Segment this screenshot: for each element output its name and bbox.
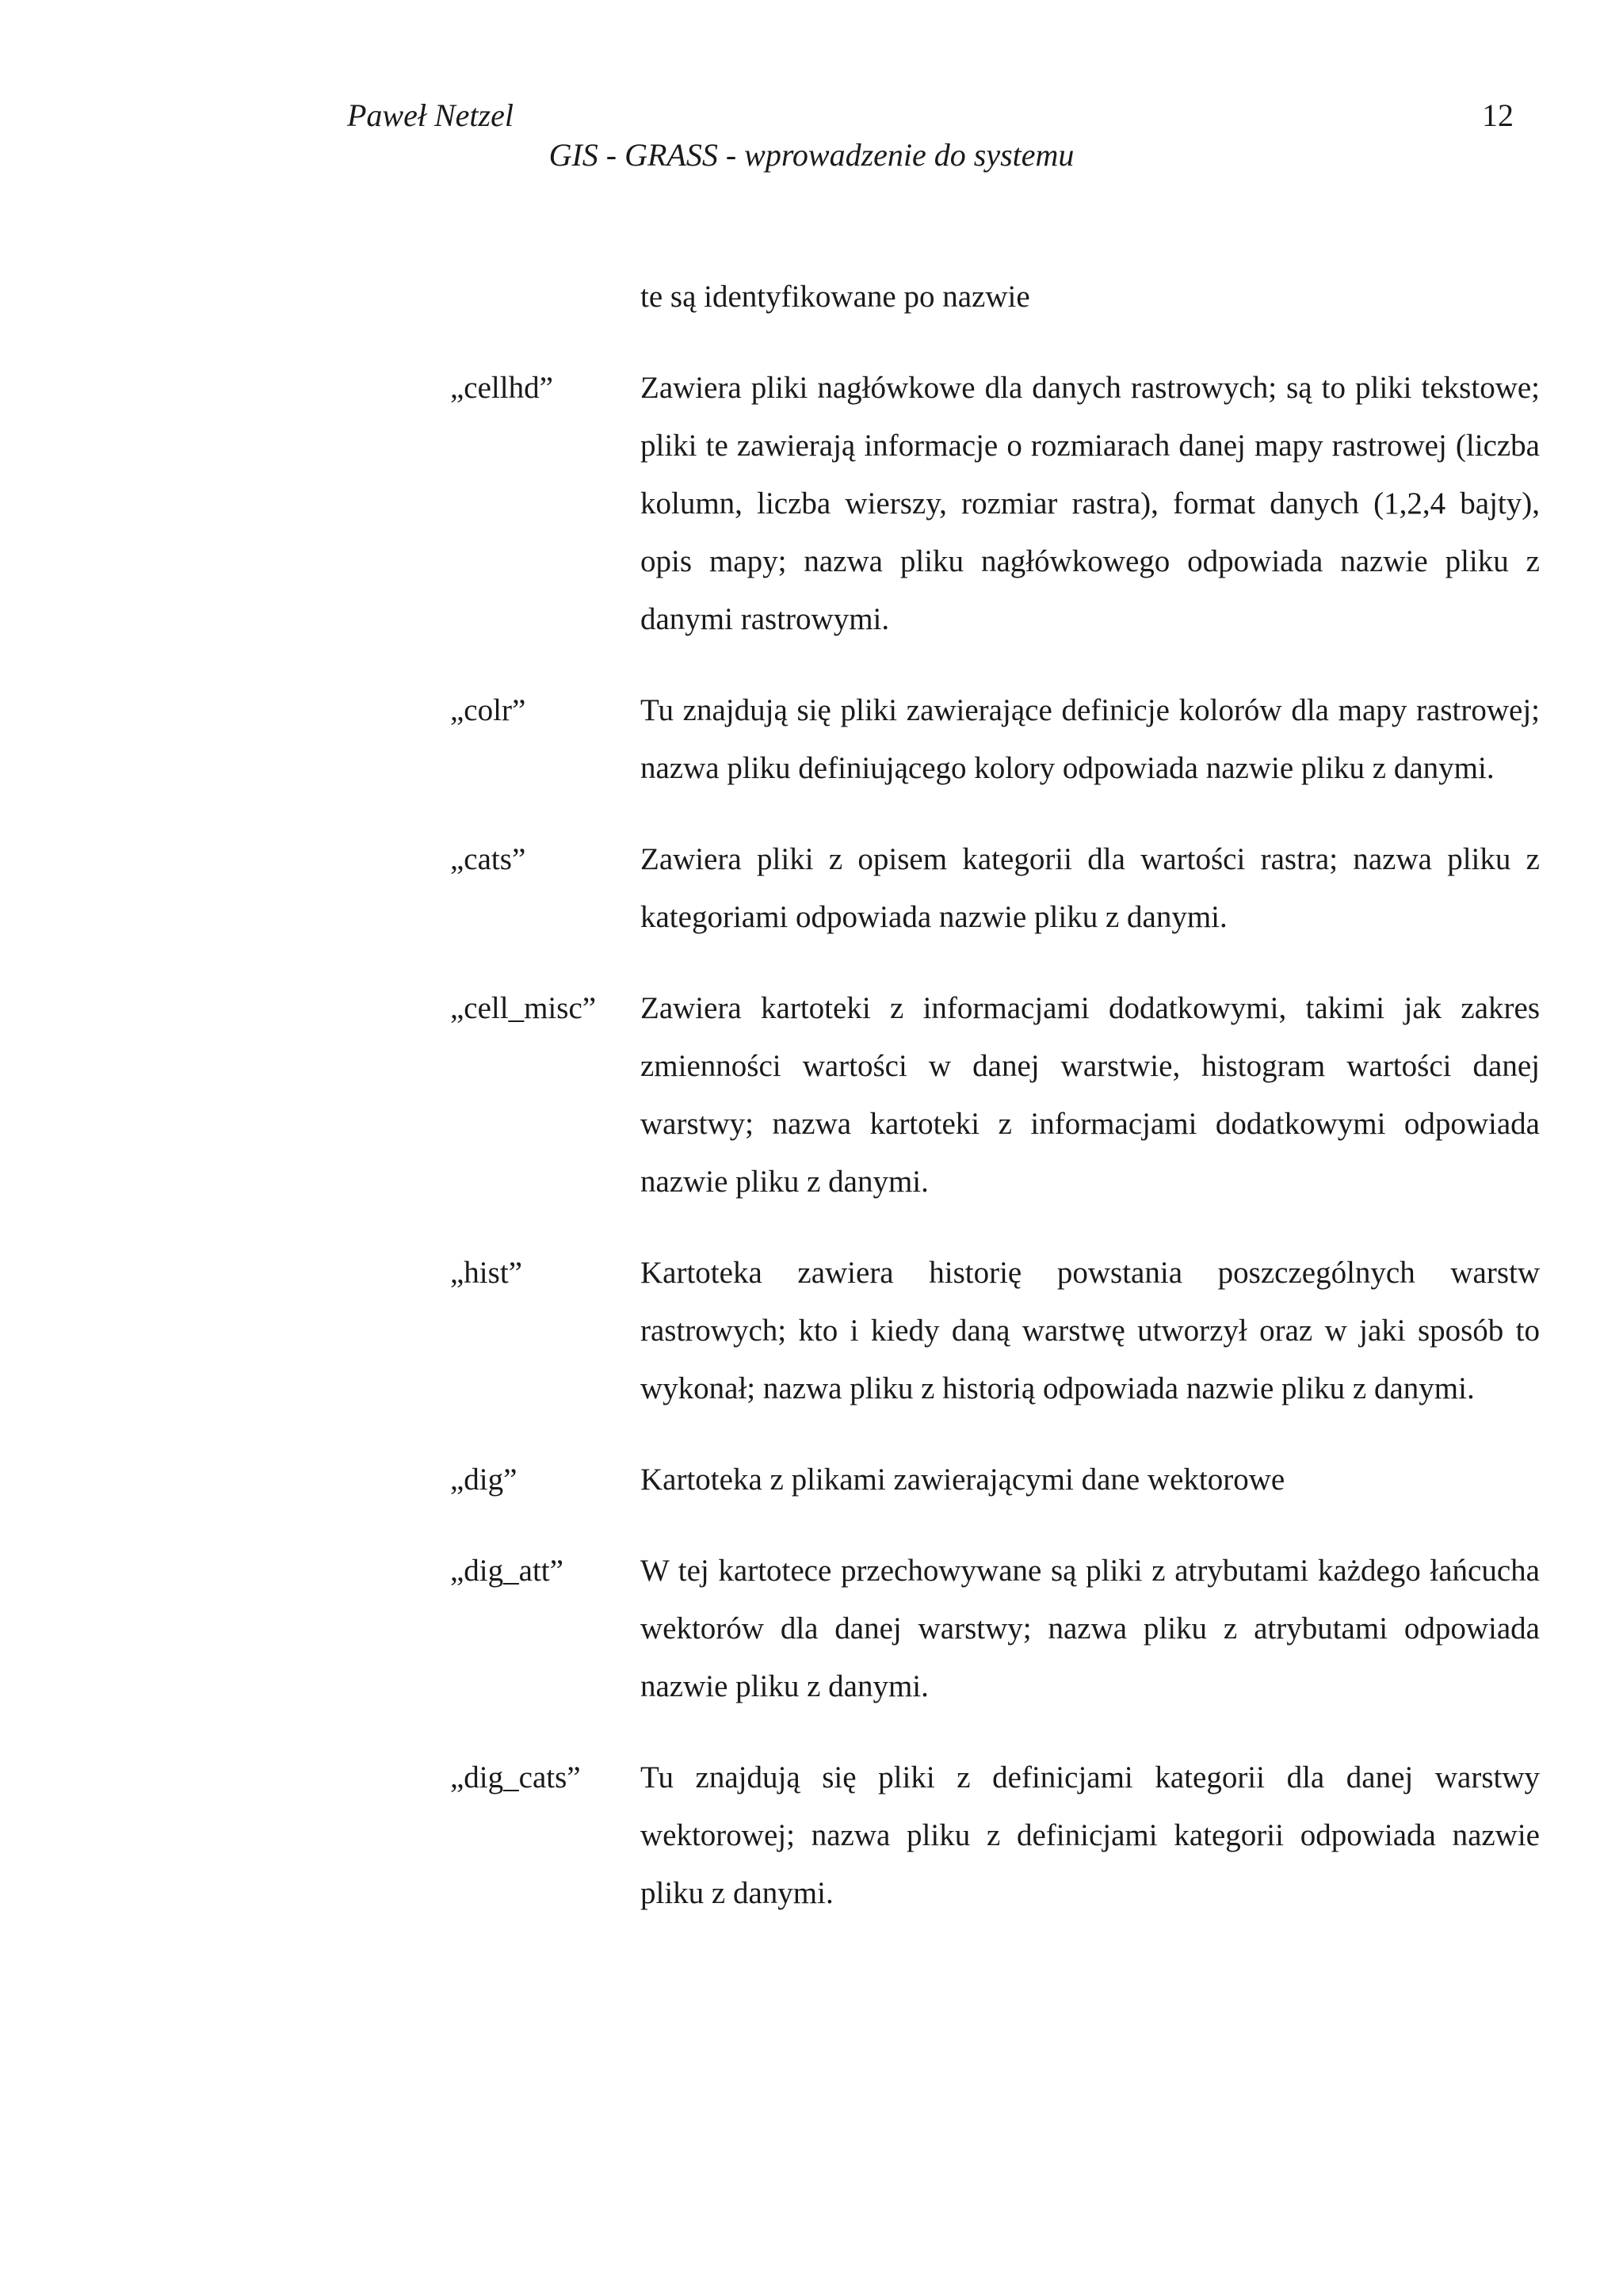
entry-description: Tu znajdują się pliki zawierające definicje kolorów dla mapy rastrowej; nazwa pliku definiującego kolory odpowiada nazwie pliku z danymi. (640, 693, 1540, 785)
definition-entry (450, 1749, 1540, 1922)
entry-description: W tej kartotece przechowywane są pliki z atrybutami każdego łańcucha wektorów dla danej warstwy; nazwa pliku z atrybutami odpowiada nazwie pliku z danymi. (640, 1554, 1540, 1703)
entry-description: Zawiera pliki nagłówkowe dla danych rastrowych; są to pliki tekstowe; pliki te zawierają informacje o rozmiarach danej mapy rastrowej (liczba kolumn, liczba wierszy, rozmiar rastra), format danych (1,2,4 bajty), opis mapy; nazwa pliku nagłówkowego odpowiada nazwie pliku z danymi rastrowymi. (640, 371, 1540, 636)
entry-term: „dig” (450, 1463, 517, 1497)
entry-term: „cellhd” (450, 371, 553, 405)
definition-list (450, 268, 1540, 1955)
entry-term: „dig_att” (450, 1554, 563, 1588)
continued-text: te są identyfikowane po nazwie (640, 280, 1030, 314)
definition-entry (450, 681, 1540, 797)
entry-description: Kartoteka z plikami zawierającymi dane wektorowe (640, 1463, 1285, 1497)
definition-entry (450, 979, 1540, 1211)
entry-term: „cats” (450, 842, 526, 876)
definition-entry (450, 830, 1540, 946)
definition-entry (450, 1542, 1540, 1715)
entry-term: „cell_misc” (450, 991, 597, 1025)
entry-term: „dig_cats” (450, 1760, 581, 1794)
definition-entry (450, 359, 1540, 648)
entry-description: Zawiera kartoteki z informacjami dodatkowymi, takimi jak zakres zmienności wartości w danej warstwie, histogram wartości danej warstwy; nazwa kartoteki z informacjami dodatkowymi odpowiada nazwie pliku z danymi. (640, 991, 1540, 1199)
header-title: GIS - GRASS - wprowadzenie do systemu (548, 137, 1075, 173)
definition-entry (450, 1244, 1540, 1417)
entry-description: Kartoteka zawiera historię powstania poszczególnych warstw rastrowych; kto i kiedy daną warstwę utworzył oraz w jaki sposób to wykonał; nazwa pliku z historią odpowiada nazwie pliku z danymi. (640, 1256, 1540, 1405)
entry-description: Zawiera pliki z opisem kategorii dla wartości rastra; nazwa pliku z kategoriami odpowiada nazwie pliku z danymi. (640, 842, 1540, 934)
entry-description: Tu znajdują się pliki z definicjami kategorii dla danej warstwy wektorowej; nazwa pliku z definicjami kategorii odpowiada nazwie pliku z danymi. (640, 1760, 1540, 1910)
definition-entry (450, 1451, 1540, 1508)
entry-term: „hist” (450, 1256, 522, 1290)
page-number: 12 (1482, 97, 1514, 133)
header-author: Paweł Netzel (347, 97, 514, 133)
entry-term: „colr” (450, 693, 526, 727)
